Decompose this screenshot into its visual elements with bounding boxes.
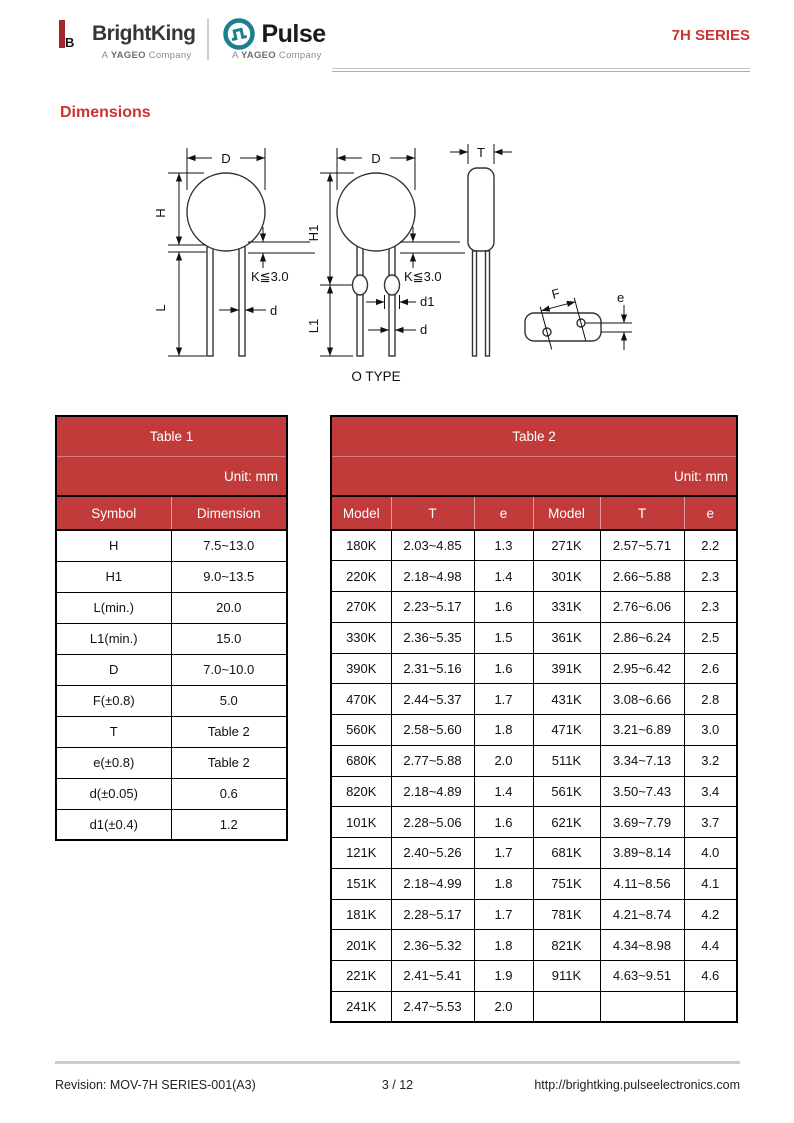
table2-title-row (331, 416, 737, 457)
col-t-1: T (391, 496, 474, 530)
cell: 2.66~5.88 (600, 561, 684, 592)
cell: 2.2 (684, 530, 737, 561)
table-row (331, 745, 737, 776)
cell: 1.7 (474, 899, 533, 930)
cell: 561K (533, 776, 600, 807)
cell: 271K (533, 530, 600, 561)
cell: 2.28~5.17 (391, 899, 474, 930)
table-row (56, 716, 287, 747)
col-t-2: T (600, 496, 684, 530)
cell: 3.34~7.13 (600, 745, 684, 776)
table-row (56, 747, 287, 778)
cell: 2.44~5.37 (391, 684, 474, 715)
cell: 2.0 (474, 745, 533, 776)
cell: 511K (533, 745, 600, 776)
table-row (331, 715, 737, 746)
cell: d(±0.05) (56, 778, 171, 809)
cell: 241K (331, 991, 391, 1022)
col-symbol: Symbol (56, 496, 171, 530)
cell: 301K (533, 561, 600, 592)
cell: H (56, 530, 171, 561)
cell: 3.69~7.79 (600, 807, 684, 838)
bottom-view (525, 285, 632, 350)
cell: 1.7 (474, 838, 533, 869)
cell: 3.50~7.43 (600, 776, 684, 807)
cell: 621K (533, 807, 600, 838)
cell: 2.28~5.06 (391, 807, 474, 838)
cell: 15.0 (171, 623, 287, 654)
cell: e(±0.8) (56, 747, 171, 778)
cell: 3.89~8.14 (600, 838, 684, 869)
cell: 2.0 (474, 991, 533, 1022)
cell: 2.36~5.32 (391, 930, 474, 961)
cell: 2.03~4.85 (391, 530, 474, 561)
cell: 1.9 (474, 961, 533, 992)
cell: 151K (331, 868, 391, 899)
cell: 3.21~6.89 (600, 715, 684, 746)
cell: 2.47~5.53 (391, 991, 474, 1022)
cell: 3.2 (684, 745, 737, 776)
series-title: 7H SERIES (671, 27, 750, 44)
dim-label-H1: H1 (306, 224, 321, 242)
cell: 4.1 (684, 868, 737, 899)
footer-page-number: 3 / 12 (381, 1078, 414, 1092)
cell: D (56, 654, 171, 685)
cell: 2.18~4.98 (391, 561, 474, 592)
table-row (331, 961, 737, 992)
cell: 3.08~6.66 (600, 684, 684, 715)
table-row (331, 530, 737, 561)
page-title: Dimensions (60, 104, 151, 121)
cell: 4.63~9.51 (600, 961, 684, 992)
table2-unit: Unit: mm (331, 457, 737, 497)
cell: F(±0.8) (56, 685, 171, 716)
tagline-a: A (231, 50, 242, 61)
tagline-company: Company (275, 50, 322, 61)
header (58, 16, 326, 61)
cell: 4.4 (684, 930, 737, 961)
cell: 330K (331, 622, 391, 653)
dimension-drawing (148, 138, 668, 403)
brightking-logo (58, 16, 195, 61)
pulse-tagline (221, 50, 325, 61)
cell: 2.95~6.42 (600, 653, 684, 684)
table1-unit: Unit: mm (56, 457, 287, 497)
dim-label-F: F (550, 285, 562, 302)
cell: 4.6 (684, 961, 737, 992)
cell: 911K (533, 961, 600, 992)
dim-label-H: H (153, 208, 168, 218)
tagline-a: A (101, 50, 111, 61)
table-row (331, 653, 737, 684)
cell: H1 (56, 561, 171, 592)
cell: 3.4 (684, 776, 737, 807)
cell: 2.76~6.06 (600, 592, 684, 623)
cell: 201K (331, 930, 391, 961)
table1 (55, 415, 288, 841)
cell: 5.0 (171, 685, 287, 716)
cell: 1.4 (474, 561, 533, 592)
dim-label-L: L (153, 304, 168, 312)
dim-label-D: D (371, 151, 381, 166)
table-row (56, 809, 287, 840)
cell: 180K (331, 530, 391, 561)
cell: 821K (533, 930, 600, 961)
brightking-logo-icon (58, 16, 88, 52)
table-row (331, 807, 737, 838)
table-row (56, 530, 287, 561)
cell: 2.8 (684, 684, 737, 715)
dim-label-e: e (617, 290, 625, 305)
col-e-2: e (684, 496, 737, 530)
dim-label-K: K≦3.0 (251, 269, 289, 284)
cell: 101K (331, 807, 391, 838)
table-row (56, 654, 287, 685)
otype-caption: O TYPE (351, 369, 401, 384)
cell: 221K (331, 961, 391, 992)
table-row (331, 899, 737, 930)
cell: 2.58~5.60 (391, 715, 474, 746)
cell (533, 991, 600, 1022)
pulse-name: Pulse (261, 19, 326, 48)
cell: 1.6 (474, 592, 533, 623)
cell: T (56, 716, 171, 747)
cell: L1(min.) (56, 623, 171, 654)
cell: 2.36~5.35 (391, 622, 474, 653)
cell: 471K (533, 715, 600, 746)
col-dimension: Dimension (171, 496, 287, 530)
cell: 0.6 (171, 778, 287, 809)
table-row (331, 991, 737, 1022)
cell: 1.2 (171, 809, 287, 840)
cell: 431K (533, 684, 600, 715)
col-model-1: Model (331, 496, 391, 530)
cell: 2.5 (684, 622, 737, 653)
dim-label-D: D (221, 151, 231, 166)
table2 (330, 415, 738, 1023)
cell: 7.0~10.0 (171, 654, 287, 685)
cell: 2.40~5.26 (391, 838, 474, 869)
cell: 2.18~4.89 (391, 776, 474, 807)
cell: 331K (533, 592, 600, 623)
pulse-logo (221, 16, 325, 61)
cell: 1.7 (474, 684, 533, 715)
dim-label-d1: d1 (420, 294, 435, 309)
cell: 220K (331, 561, 391, 592)
tagline-yageo: YAGEO (110, 50, 146, 61)
cell: 4.2 (684, 899, 737, 930)
table1-header-row (56, 496, 287, 530)
cell: 2.18~4.99 (391, 868, 474, 899)
table-row (331, 622, 737, 653)
cell: 121K (331, 838, 391, 869)
tagline-yageo: YAGEO (241, 50, 276, 61)
cell: 2.86~6.24 (600, 622, 684, 653)
cell: 4.21~8.74 (600, 899, 684, 930)
cell: 820K (331, 776, 391, 807)
cell: 2.57~5.71 (600, 530, 684, 561)
dim-label-K: K≦3.0 (404, 269, 442, 284)
table-row (331, 561, 737, 592)
cell: 3.7 (684, 807, 737, 838)
table-row (331, 684, 737, 715)
side-view (450, 144, 512, 356)
table-row (331, 930, 737, 961)
tagline-company: Company (145, 50, 192, 61)
cell: 4.11~8.56 (600, 868, 684, 899)
table-row (331, 592, 737, 623)
table1-unit-row (56, 457, 287, 497)
table-row (331, 838, 737, 869)
svg-text:B: B (65, 35, 75, 50)
cell: 4.0 (684, 838, 737, 869)
table-row (56, 561, 287, 592)
cell: 390K (331, 653, 391, 684)
cell (684, 991, 737, 1022)
cell: 361K (533, 622, 600, 653)
cell: 2.6 (684, 653, 737, 684)
cell: 391K (533, 653, 600, 684)
cell: 1.5 (474, 622, 533, 653)
cell: 2.41~5.41 (391, 961, 474, 992)
cell: 1.6 (474, 807, 533, 838)
otype-view (306, 148, 465, 384)
table2-header-row (331, 496, 737, 530)
table1-title-row (56, 416, 287, 457)
cell: 680K (331, 745, 391, 776)
cell: 2.31~5.16 (391, 653, 474, 684)
logo-divider (207, 18, 209, 60)
cell: Table 2 (171, 747, 287, 778)
cell: 181K (331, 899, 391, 930)
brightking-logo-top (58, 16, 195, 52)
cell: L(min.) (56, 592, 171, 623)
dim-label-d: d (420, 322, 428, 337)
cell: 1.4 (474, 776, 533, 807)
cell: 3.0 (684, 715, 737, 746)
table2-unit-row (331, 457, 737, 497)
table-row (331, 868, 737, 899)
cell: Table 2 (171, 716, 287, 747)
footer-rule (55, 1061, 740, 1064)
cell: 2.3 (684, 561, 737, 592)
footer-revision: Revision: MOV-7H SERIES-001(A3) (55, 1078, 256, 1092)
table2-title: Table 2 (331, 416, 737, 457)
table1-body (56, 530, 287, 840)
cell: 1.8 (474, 868, 533, 899)
dim-label-d: d (270, 303, 278, 318)
pulse-logo-top (221, 16, 325, 52)
table2-body (331, 530, 737, 1022)
dim-label-T: T (477, 145, 485, 160)
cell: 9.0~13.5 (171, 561, 287, 592)
cell: 270K (331, 592, 391, 623)
brightking-tagline (58, 50, 195, 61)
cell: 20.0 (171, 592, 287, 623)
table-row (56, 685, 287, 716)
cell: 560K (331, 715, 391, 746)
cell: 1.3 (474, 530, 533, 561)
col-e-1: e (474, 496, 533, 530)
table-row (56, 623, 287, 654)
cell: 751K (533, 868, 600, 899)
cell: d1(±0.4) (56, 809, 171, 840)
cell: 1.6 (474, 653, 533, 684)
brightking-name: BrightKing (92, 22, 196, 45)
table-row (56, 778, 287, 809)
front-view (153, 148, 315, 356)
cell: 4.34~8.98 (600, 930, 684, 961)
cell: 7.5~13.0 (171, 530, 287, 561)
footer-url[interactable]: http://brightking.pulseelectronics.com (534, 1078, 740, 1092)
table-row (56, 592, 287, 623)
cell: 2.77~5.88 (391, 745, 474, 776)
cell: 1.8 (474, 715, 533, 746)
cell: 781K (533, 899, 600, 930)
col-model-2: Model (533, 496, 600, 530)
cell: 470K (331, 684, 391, 715)
pulse-logo-icon (221, 16, 257, 52)
cell: 2.3 (684, 592, 737, 623)
table1-title: Table 1 (56, 416, 287, 457)
cell: 1.8 (474, 930, 533, 961)
dim-label-L1: L1 (306, 318, 321, 334)
cell: 681K (533, 838, 600, 869)
table-row (331, 776, 737, 807)
header-rule (332, 68, 750, 72)
cell: 2.23~5.17 (391, 592, 474, 623)
cell (600, 991, 684, 1022)
